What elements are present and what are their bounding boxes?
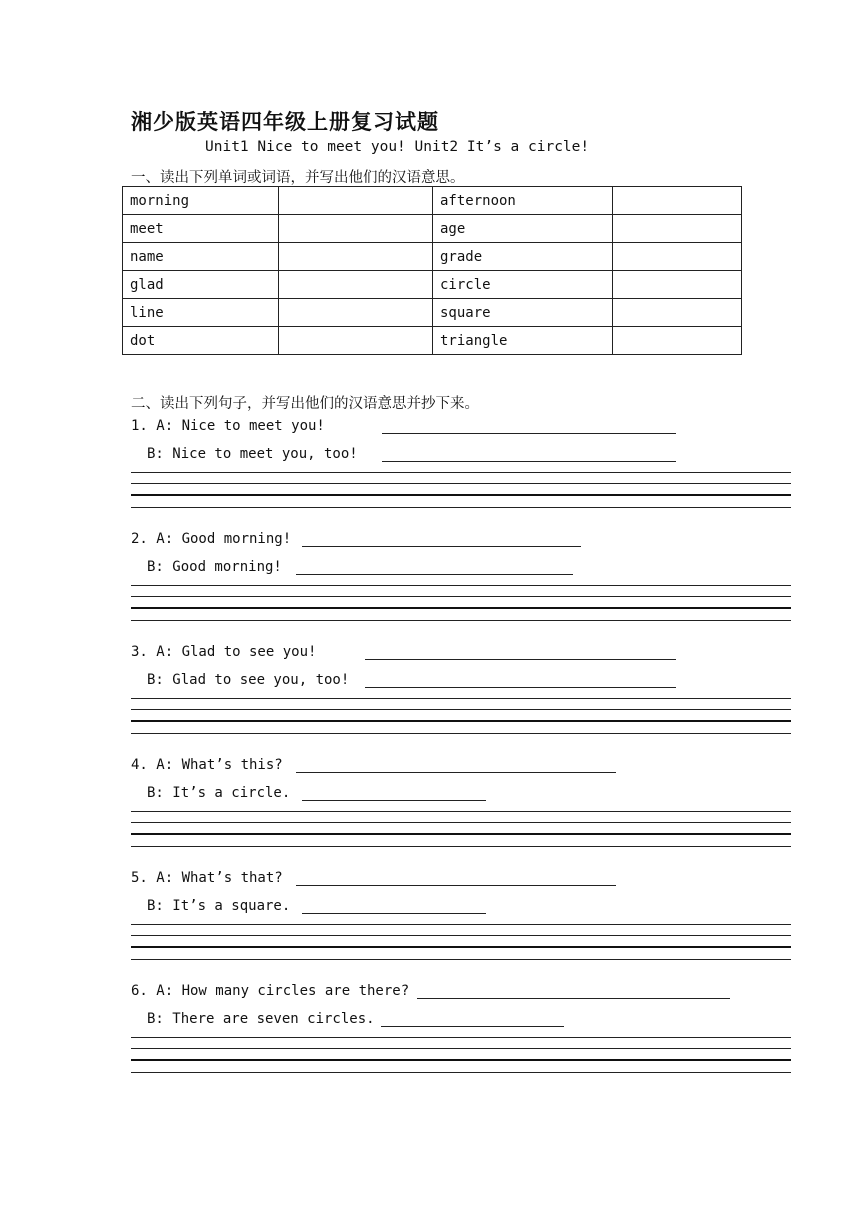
answer-blank[interactable] bbox=[417, 998, 730, 999]
answer-blank[interactable] bbox=[382, 461, 676, 462]
dialogue-line-a: 2. A: Good morning! bbox=[131, 531, 292, 547]
answer-cell[interactable] bbox=[613, 215, 742, 243]
copy-line[interactable] bbox=[131, 811, 791, 812]
table-row bbox=[123, 327, 742, 355]
table-row bbox=[123, 299, 742, 327]
answer-blank[interactable] bbox=[382, 433, 676, 434]
copy-line[interactable] bbox=[131, 494, 791, 496]
copy-line[interactable] bbox=[131, 585, 791, 586]
copy-line[interactable] bbox=[131, 607, 791, 609]
answer-cell[interactable] bbox=[613, 187, 742, 215]
copy-line[interactable] bbox=[131, 483, 791, 484]
answer-blank[interactable] bbox=[302, 546, 581, 547]
vocab-word: grade bbox=[433, 243, 613, 271]
answer-blank[interactable] bbox=[365, 659, 676, 660]
copy-line[interactable] bbox=[131, 698, 791, 699]
copy-line[interactable] bbox=[131, 924, 791, 925]
answer-cell[interactable] bbox=[279, 215, 433, 243]
dialogue-line-b: B: Glad to see you, too! bbox=[147, 672, 350, 688]
copy-line[interactable] bbox=[131, 620, 791, 621]
vocab-word: age bbox=[433, 215, 613, 243]
answer-cell[interactable] bbox=[613, 271, 742, 299]
copy-line[interactable] bbox=[131, 472, 791, 473]
copy-line[interactable] bbox=[131, 846, 791, 847]
copy-line[interactable] bbox=[131, 822, 791, 823]
dialogue-line-b: B: It’s a square. bbox=[147, 898, 291, 914]
copy-line[interactable] bbox=[131, 1048, 791, 1049]
answer-cell[interactable] bbox=[613, 327, 742, 355]
table-row bbox=[123, 271, 742, 299]
dialogue-line-b: B: Nice to meet you, too! bbox=[147, 446, 358, 462]
copy-line[interactable] bbox=[131, 946, 791, 948]
copy-line[interactable] bbox=[131, 959, 791, 960]
vocab-word: dot bbox=[123, 327, 279, 355]
answer-blank[interactable] bbox=[302, 913, 486, 914]
copy-line[interactable] bbox=[131, 720, 791, 722]
answer-cell[interactable] bbox=[613, 299, 742, 327]
answer-blank[interactable] bbox=[296, 772, 616, 773]
copy-line[interactable] bbox=[131, 596, 791, 597]
table-row bbox=[123, 215, 742, 243]
answer-cell[interactable] bbox=[279, 271, 433, 299]
vocab-word: square bbox=[433, 299, 613, 327]
dialogue-line-a: 5. A: What’s that? bbox=[131, 870, 283, 886]
answer-blank[interactable] bbox=[302, 800, 486, 801]
dialogue-line-b: B: It’s a circle. bbox=[147, 785, 291, 801]
copy-line[interactable] bbox=[131, 709, 791, 710]
answer-cell[interactable] bbox=[279, 243, 433, 271]
section-1-heading: 一、读出下列单词或词语，并写出他们的汉语意思。 bbox=[131, 170, 465, 186]
page-title: 湘少版英语四年级上册复习试题 bbox=[131, 110, 439, 134]
answer-cell[interactable] bbox=[279, 187, 433, 215]
copy-line[interactable] bbox=[131, 1072, 791, 1073]
dialogue-line-b: B: Good morning! bbox=[147, 559, 282, 575]
answer-cell[interactable] bbox=[613, 243, 742, 271]
copy-line[interactable] bbox=[131, 1037, 791, 1038]
answer-blank[interactable] bbox=[365, 687, 676, 688]
table-row bbox=[123, 187, 742, 215]
vocab-word: circle bbox=[433, 271, 613, 299]
copy-line[interactable] bbox=[131, 1059, 791, 1061]
dialogue-line-a: 4. A: What’s this? bbox=[131, 757, 283, 773]
vocab-word: morning bbox=[123, 187, 279, 215]
answer-cell[interactable] bbox=[279, 327, 433, 355]
vocab-word: line bbox=[123, 299, 279, 327]
answer-cell[interactable] bbox=[279, 299, 433, 327]
vocab-word: meet bbox=[123, 215, 279, 243]
answer-blank[interactable] bbox=[296, 574, 573, 575]
copy-line[interactable] bbox=[131, 733, 791, 734]
dialogue-line-a: 6. A: How many circles are there? bbox=[131, 983, 410, 999]
vocab-word: glad bbox=[123, 271, 279, 299]
copy-line[interactable] bbox=[131, 833, 791, 835]
table-row bbox=[123, 243, 742, 271]
dialogue-line-a: 3. A: Glad to see you! bbox=[131, 644, 317, 660]
vocab-word: triangle bbox=[433, 327, 613, 355]
page-subtitle: Unit1 Nice to meet you! Unit2 It’s a circle! bbox=[205, 139, 590, 155]
dialogue-line-b: B: There are seven circles. bbox=[147, 1011, 375, 1027]
vocab-word: name bbox=[123, 243, 279, 271]
section-2-heading: 二、读出下列句子，并写出他们的汉语意思并抄下来。 bbox=[131, 396, 479, 412]
dialogue-line-a: 1. A: Nice to meet you! bbox=[131, 418, 325, 434]
vocab-table bbox=[122, 186, 742, 355]
copy-line[interactable] bbox=[131, 935, 791, 936]
vocab-word: afternoon bbox=[433, 187, 613, 215]
answer-blank[interactable] bbox=[296, 885, 616, 886]
copy-line[interactable] bbox=[131, 507, 791, 508]
answer-blank[interactable] bbox=[381, 1026, 564, 1027]
